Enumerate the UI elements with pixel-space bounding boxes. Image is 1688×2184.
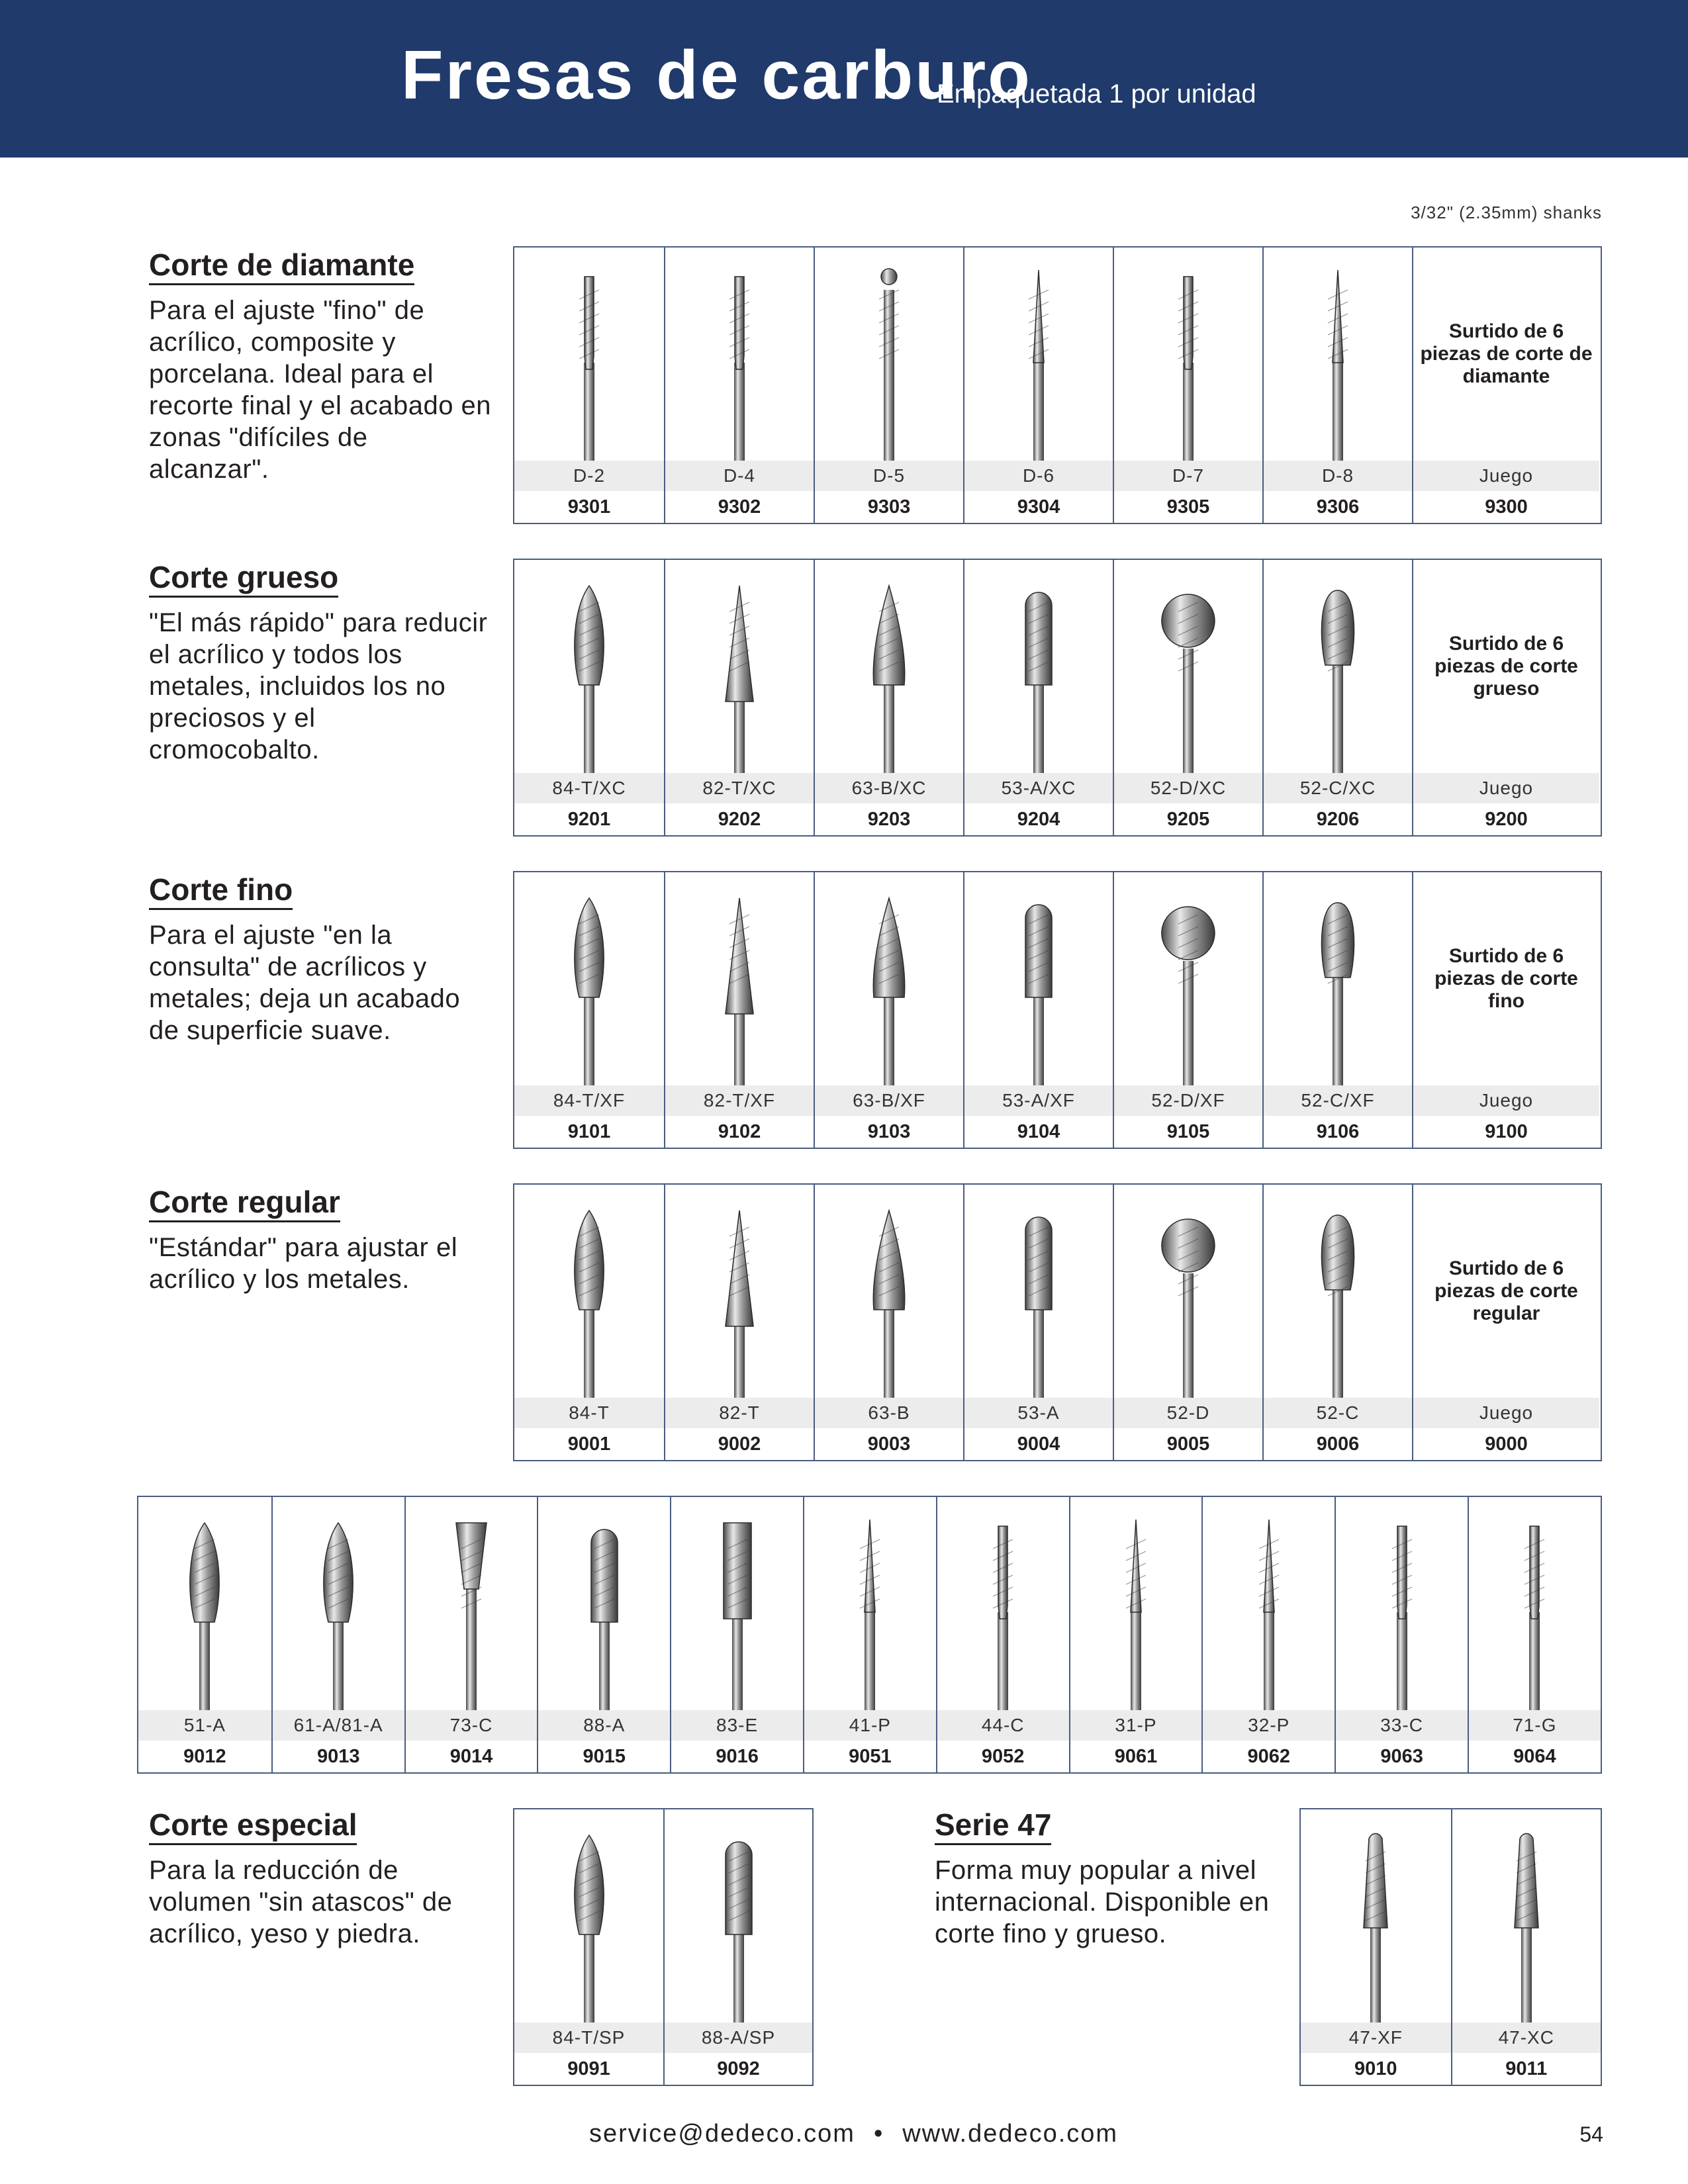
- bur-illustration-flame: [308, 1513, 368, 1711]
- product-cell: [1451, 1809, 1601, 2085]
- product-cell: [1262, 560, 1412, 835]
- product-cell: [514, 1185, 664, 1460]
- product-cell: [271, 1497, 404, 1772]
- product-number: 9014: [449, 1745, 493, 1767]
- product-number: 9306: [1316, 496, 1360, 518]
- bur-illustration-cone-thin: [840, 1513, 900, 1711]
- product-cell: [514, 560, 664, 835]
- bur-illustration-inv-cone: [442, 1513, 501, 1711]
- product-cell: [1262, 1185, 1412, 1460]
- bur-image: [406, 1513, 538, 1711]
- kit-number: 9200: [1485, 808, 1528, 830]
- product-number: 9202: [718, 808, 761, 830]
- product-number: 9051: [849, 1745, 892, 1767]
- bur-illustration-cyl-thin: [559, 263, 619, 462]
- product-cell: [1113, 248, 1262, 523]
- product-number: 9001: [567, 1433, 611, 1455]
- product-code: 84-T/XC: [514, 773, 664, 803]
- kit-description: Surtido de 6 piezas de corte fino: [1434, 945, 1578, 1012]
- product-cell: [514, 872, 664, 1148]
- bur-illustration-flame: [175, 1513, 234, 1711]
- bur-image: [964, 263, 1113, 462]
- product-code: 52-D/XC: [1114, 773, 1262, 803]
- product-number: 9303: [867, 496, 911, 518]
- product-code: D-6: [964, 461, 1113, 491]
- product-code: 51-A: [138, 1710, 271, 1741]
- kit-number: 9000: [1485, 1433, 1528, 1455]
- product-code: 52-D: [1114, 1398, 1262, 1428]
- section-description: Forma muy popular a nivel internacional. Disponible en corte fino y grueso.: [935, 1856, 1270, 1949]
- product-number: 9103: [867, 1120, 911, 1142]
- product-cell: [963, 1185, 1113, 1460]
- product-cell: [404, 1497, 538, 1772]
- product-code: 44-C: [937, 1710, 1069, 1741]
- product-code: 84-T/SP: [514, 2023, 663, 2053]
- product-number: 9201: [567, 808, 611, 830]
- product-number: 9064: [1513, 1745, 1556, 1767]
- product-code: D-8: [1264, 461, 1412, 491]
- product-number: 9063: [1380, 1745, 1423, 1767]
- product-number: 9206: [1316, 808, 1360, 830]
- bur-image: [1070, 1513, 1202, 1711]
- bur-image: [804, 1513, 936, 1711]
- kit-cell: [1412, 872, 1599, 1148]
- kit-description: Surtido de 6 piezas de corte de diamante: [1420, 320, 1593, 387]
- product-code: 32-P: [1203, 1710, 1335, 1741]
- page-subtitle: Empaquetada 1 por unidad: [937, 79, 1256, 109]
- section-title: Serie 47: [935, 1809, 1051, 1845]
- product-code: 84-T: [514, 1398, 664, 1428]
- bur-image: [815, 576, 963, 774]
- kit-cell: [1412, 560, 1599, 835]
- product-code: D-7: [1114, 461, 1262, 491]
- product-code: 52-D/XF: [1114, 1085, 1262, 1116]
- product-code: 82-T/XF: [665, 1085, 814, 1116]
- product-grid-diamond: [513, 246, 1602, 524]
- bur-illustration-egg: [1308, 1201, 1368, 1399]
- bur-illustration-flame: [559, 1201, 619, 1399]
- kit-code: Juego: [1413, 773, 1599, 803]
- product-grid-fine: [513, 871, 1602, 1149]
- product-code: 63-B: [815, 1398, 963, 1428]
- kit-number: 9300: [1485, 496, 1528, 518]
- product-code: D-5: [815, 461, 963, 491]
- product-cell: [1262, 872, 1412, 1148]
- product-cell: [664, 872, 814, 1148]
- bur-image: [1336, 1513, 1468, 1711]
- bur-image: [1264, 1201, 1412, 1399]
- product-code: 53-A: [964, 1398, 1113, 1428]
- bur-illustration-cyl-round: [575, 1513, 634, 1711]
- product-number: 9301: [567, 496, 611, 518]
- section-regular-text: [149, 1186, 493, 1295]
- section-title: Corte grueso: [149, 561, 338, 598]
- section-description: Para el ajuste "fino" de acrílico, composite y porcelana. Ideal para el recorte final y el acabado en zonas "difíciles de alcanzar".: [149, 296, 492, 484]
- kit-cell: [1412, 248, 1599, 523]
- footer-separator: •: [873, 2120, 884, 2148]
- bur-image: [1452, 1825, 1601, 2024]
- bur-image: [273, 1513, 404, 1711]
- section-description: "Estándar" para ajustar el acrílico y los metales.: [149, 1233, 458, 1295]
- bur-image: [964, 576, 1113, 774]
- bur-image: [665, 1825, 812, 2024]
- bur-illustration-flame: [559, 888, 619, 1087]
- bur-illustration-ball: [1158, 888, 1218, 1087]
- product-code: 71-G: [1469, 1710, 1601, 1741]
- product-number: 9091: [567, 2058, 610, 2079]
- bur-image: [1264, 888, 1412, 1087]
- product-code: D-2: [514, 461, 664, 491]
- product-code: 63-B/XC: [815, 773, 963, 803]
- product-cell: [664, 560, 814, 835]
- product-number: 9106: [1316, 1120, 1360, 1142]
- bur-illustration-tree: [859, 576, 919, 774]
- section-coarse-text: [149, 561, 493, 766]
- product-cell: [537, 1497, 670, 1772]
- kit-cell: [1412, 1185, 1599, 1460]
- bur-image: [1114, 888, 1262, 1087]
- bur-image: [538, 1513, 670, 1711]
- product-number: 9061: [1114, 1745, 1158, 1767]
- product-code: 33-C: [1336, 1710, 1468, 1741]
- product-number: 9012: [183, 1745, 226, 1767]
- product-number: 9006: [1316, 1433, 1360, 1455]
- bur-image: [964, 888, 1113, 1087]
- product-cell: [514, 248, 664, 523]
- bur-illustration-cyl-round: [1009, 888, 1068, 1087]
- product-cell: [664, 248, 814, 523]
- product-number: 9101: [567, 1120, 611, 1142]
- product-code: 83-E: [671, 1710, 803, 1741]
- bur-image: [514, 576, 664, 774]
- footer-website[interactable]: www.dedeco.com: [902, 2120, 1119, 2148]
- product-code: D-4: [665, 461, 814, 491]
- bur-illustration-cone: [710, 888, 769, 1087]
- page-header: [0, 0, 1688, 158]
- bur-image: [1114, 263, 1262, 462]
- product-code: 31-P: [1070, 1710, 1202, 1741]
- bur-illustration-tree: [859, 1201, 919, 1399]
- bur-image: [514, 1825, 663, 2024]
- bur-image: [514, 263, 664, 462]
- product-number: 9002: [718, 1433, 761, 1455]
- bur-image: [514, 1201, 664, 1399]
- product-number: 9016: [716, 1745, 759, 1767]
- product-number: 9102: [718, 1120, 761, 1142]
- bur-image: [1264, 263, 1412, 462]
- product-number: 9203: [867, 808, 911, 830]
- section-description: Para la reducción de volumen "sin atascos" de acrílico, yeso y piedra.: [149, 1856, 453, 1949]
- product-number: 9305: [1166, 496, 1210, 518]
- bur-illustration-cyl-thin: [1505, 1513, 1564, 1711]
- product-cell: [514, 1809, 663, 2085]
- bur-illustration-tree: [859, 888, 919, 1087]
- product-number: 9004: [1017, 1433, 1060, 1455]
- product-code: 88-A: [538, 1710, 670, 1741]
- product-cell: [1113, 560, 1262, 835]
- product-code: 47-XC: [1452, 2023, 1601, 2053]
- bur-illustration-ball-tiny: [859, 263, 919, 462]
- bur-image: [665, 1201, 814, 1399]
- bur-image: [937, 1513, 1069, 1711]
- bur-image: [1469, 1513, 1601, 1711]
- product-cell: [814, 872, 963, 1148]
- product-code: 82-T/XC: [665, 773, 814, 803]
- product-number: 9205: [1166, 808, 1210, 830]
- product-number: 9104: [1017, 1120, 1060, 1142]
- bur-illustration-cyl-flat: [708, 1513, 767, 1711]
- section-title: Corte de diamante: [149, 249, 414, 285]
- bur-image: [1114, 576, 1262, 774]
- product-cell: [1113, 872, 1262, 1148]
- bur-image: [665, 576, 814, 774]
- product-cell: [1468, 1497, 1601, 1772]
- bur-image: [1203, 1513, 1335, 1711]
- product-grid-special: [513, 1808, 814, 2086]
- section-title: Corte especial: [149, 1809, 357, 1845]
- section-description: Para el ajuste "en la consulta" de acrílicos y metales; deja un acabado de superficie suave.: [149, 921, 461, 1046]
- product-number: 9003: [867, 1433, 911, 1455]
- product-code: 53-A/XC: [964, 773, 1113, 803]
- bur-illustration-cone-thin: [1106, 1513, 1166, 1711]
- bur-illustration-egg: [1308, 888, 1368, 1087]
- kit-code: Juego: [1413, 461, 1599, 491]
- bur-illustration-egg: [1308, 576, 1368, 774]
- kit-code: Juego: [1413, 1398, 1599, 1428]
- bur-image: [514, 888, 664, 1087]
- product-code: 47-XF: [1301, 2023, 1451, 2053]
- bur-illustration-cone: [710, 576, 769, 774]
- product-code: 52-C/XC: [1264, 773, 1412, 803]
- product-cell: [1201, 1497, 1335, 1772]
- product-code: 53-A/XF: [964, 1085, 1113, 1116]
- bur-illustration-cone-thin: [1009, 263, 1068, 462]
- bur-illustration-flame: [559, 576, 619, 774]
- section-title: Corte regular: [149, 1186, 340, 1222]
- product-cell: [138, 1497, 271, 1772]
- product-cell: [963, 872, 1113, 1148]
- product-code: 52-C/XF: [1264, 1085, 1412, 1116]
- footer-contact: [589, 2120, 1118, 2148]
- bur-illustration-flame: [559, 1825, 619, 2024]
- kit-description: Surtido de 6 piezas de corte regular: [1434, 1257, 1578, 1324]
- product-code: 63-B/XF: [815, 1085, 963, 1116]
- bur-illustration-cyl-thin: [1372, 1513, 1432, 1711]
- product-grid-regular: [513, 1183, 1602, 1461]
- product-cell: [1069, 1497, 1202, 1772]
- product-cell: [803, 1497, 936, 1772]
- product-code: 52-C: [1264, 1398, 1412, 1428]
- bur-image: [815, 263, 963, 462]
- section-diamond-text: [149, 249, 493, 485]
- product-cell: [1335, 1497, 1468, 1772]
- product-cell: [664, 1185, 814, 1460]
- bur-image: [815, 1201, 963, 1399]
- product-cell: [663, 1809, 812, 2085]
- bur-image: [1114, 1201, 1262, 1399]
- kit-number: 9100: [1485, 1120, 1528, 1142]
- section-series47-text: [935, 1809, 1279, 1950]
- product-code: 41-P: [804, 1710, 936, 1741]
- product-cell: [1113, 1185, 1262, 1460]
- bur-illustration-tapered: [1497, 1825, 1556, 2024]
- section-title: Corte fino: [149, 874, 293, 910]
- bur-illustration-cyl-thin: [1158, 263, 1218, 462]
- bur-image: [671, 1513, 803, 1711]
- bur-image: [138, 1513, 271, 1711]
- product-cell: [936, 1497, 1069, 1772]
- product-number: 9015: [583, 1745, 626, 1767]
- product-number: 9052: [981, 1745, 1025, 1767]
- bur-image: [1264, 576, 1412, 774]
- section-fine-text: [149, 874, 493, 1046]
- page-title: Fresas de carburo: [401, 37, 1032, 114]
- kit-description: Surtido de 6 piezas de corte grueso: [1434, 633, 1578, 700]
- product-number: 9304: [1017, 496, 1060, 518]
- section-special-text: [149, 1809, 493, 1950]
- product-number: 9062: [1247, 1745, 1291, 1767]
- product-code: 84-T/XF: [514, 1085, 664, 1116]
- bur-illustration-cone-thin: [1308, 263, 1368, 462]
- product-code: 61-A/81-A: [273, 1710, 404, 1741]
- bur-illustration-cyl-round: [1009, 1201, 1068, 1399]
- product-cell: [814, 248, 963, 523]
- product-cell: [963, 248, 1113, 523]
- product-number: 9092: [717, 2058, 760, 2079]
- product-number: 9204: [1017, 808, 1060, 830]
- product-grid-coarse: [513, 559, 1602, 837]
- bur-illustration-cone-thin: [1239, 1513, 1299, 1711]
- product-cell: [670, 1497, 803, 1772]
- bur-illustration-ball: [1158, 576, 1218, 774]
- bur-image: [815, 888, 963, 1087]
- product-code: 88-A/SP: [665, 2023, 812, 2053]
- page-number: 54: [1579, 2122, 1603, 2146]
- bur-illustration-cyl-thin: [973, 1513, 1033, 1711]
- footer-email[interactable]: service@dedeco.com: [589, 2120, 855, 2148]
- product-number: 9005: [1166, 1433, 1210, 1455]
- product-cell: [814, 1185, 963, 1460]
- kit-code: Juego: [1413, 1085, 1599, 1116]
- bur-image: [665, 888, 814, 1087]
- bur-illustration-ball: [1158, 1201, 1218, 1399]
- product-grid-series47: [1299, 1808, 1602, 2086]
- product-cell: [1301, 1809, 1451, 2085]
- bur-illustration-cyl-round: [709, 1825, 769, 2024]
- product-number: 9105: [1166, 1120, 1210, 1142]
- section-description: "El más rápido" para reducir el acrílico y todos los metales, incluidos los no preciosos y el cromocobalto.: [149, 608, 488, 765]
- shank-note: 3/32" (2.35mm) shanks: [1411, 203, 1602, 222]
- product-cell: [1262, 248, 1412, 523]
- bur-image: [1301, 1825, 1451, 2024]
- product-code: 73-C: [406, 1710, 538, 1741]
- product-number: 9010: [1354, 2058, 1397, 2079]
- product-cell: [963, 560, 1113, 835]
- bur-image: [964, 1201, 1113, 1399]
- product-number: 9011: [1505, 2058, 1548, 2079]
- product-number: 9013: [316, 1745, 360, 1767]
- bur-illustration-tapered: [1346, 1825, 1405, 2024]
- product-cell: [814, 560, 963, 835]
- bur-illustration-cyl-thin: [710, 263, 769, 462]
- product-number: 9302: [718, 496, 761, 518]
- bur-image: [665, 263, 814, 462]
- product-grid-assorted: [137, 1496, 1602, 1774]
- product-code: 82-T: [665, 1398, 814, 1428]
- bur-illustration-cyl-round: [1009, 576, 1068, 774]
- bur-illustration-cone: [710, 1201, 769, 1399]
